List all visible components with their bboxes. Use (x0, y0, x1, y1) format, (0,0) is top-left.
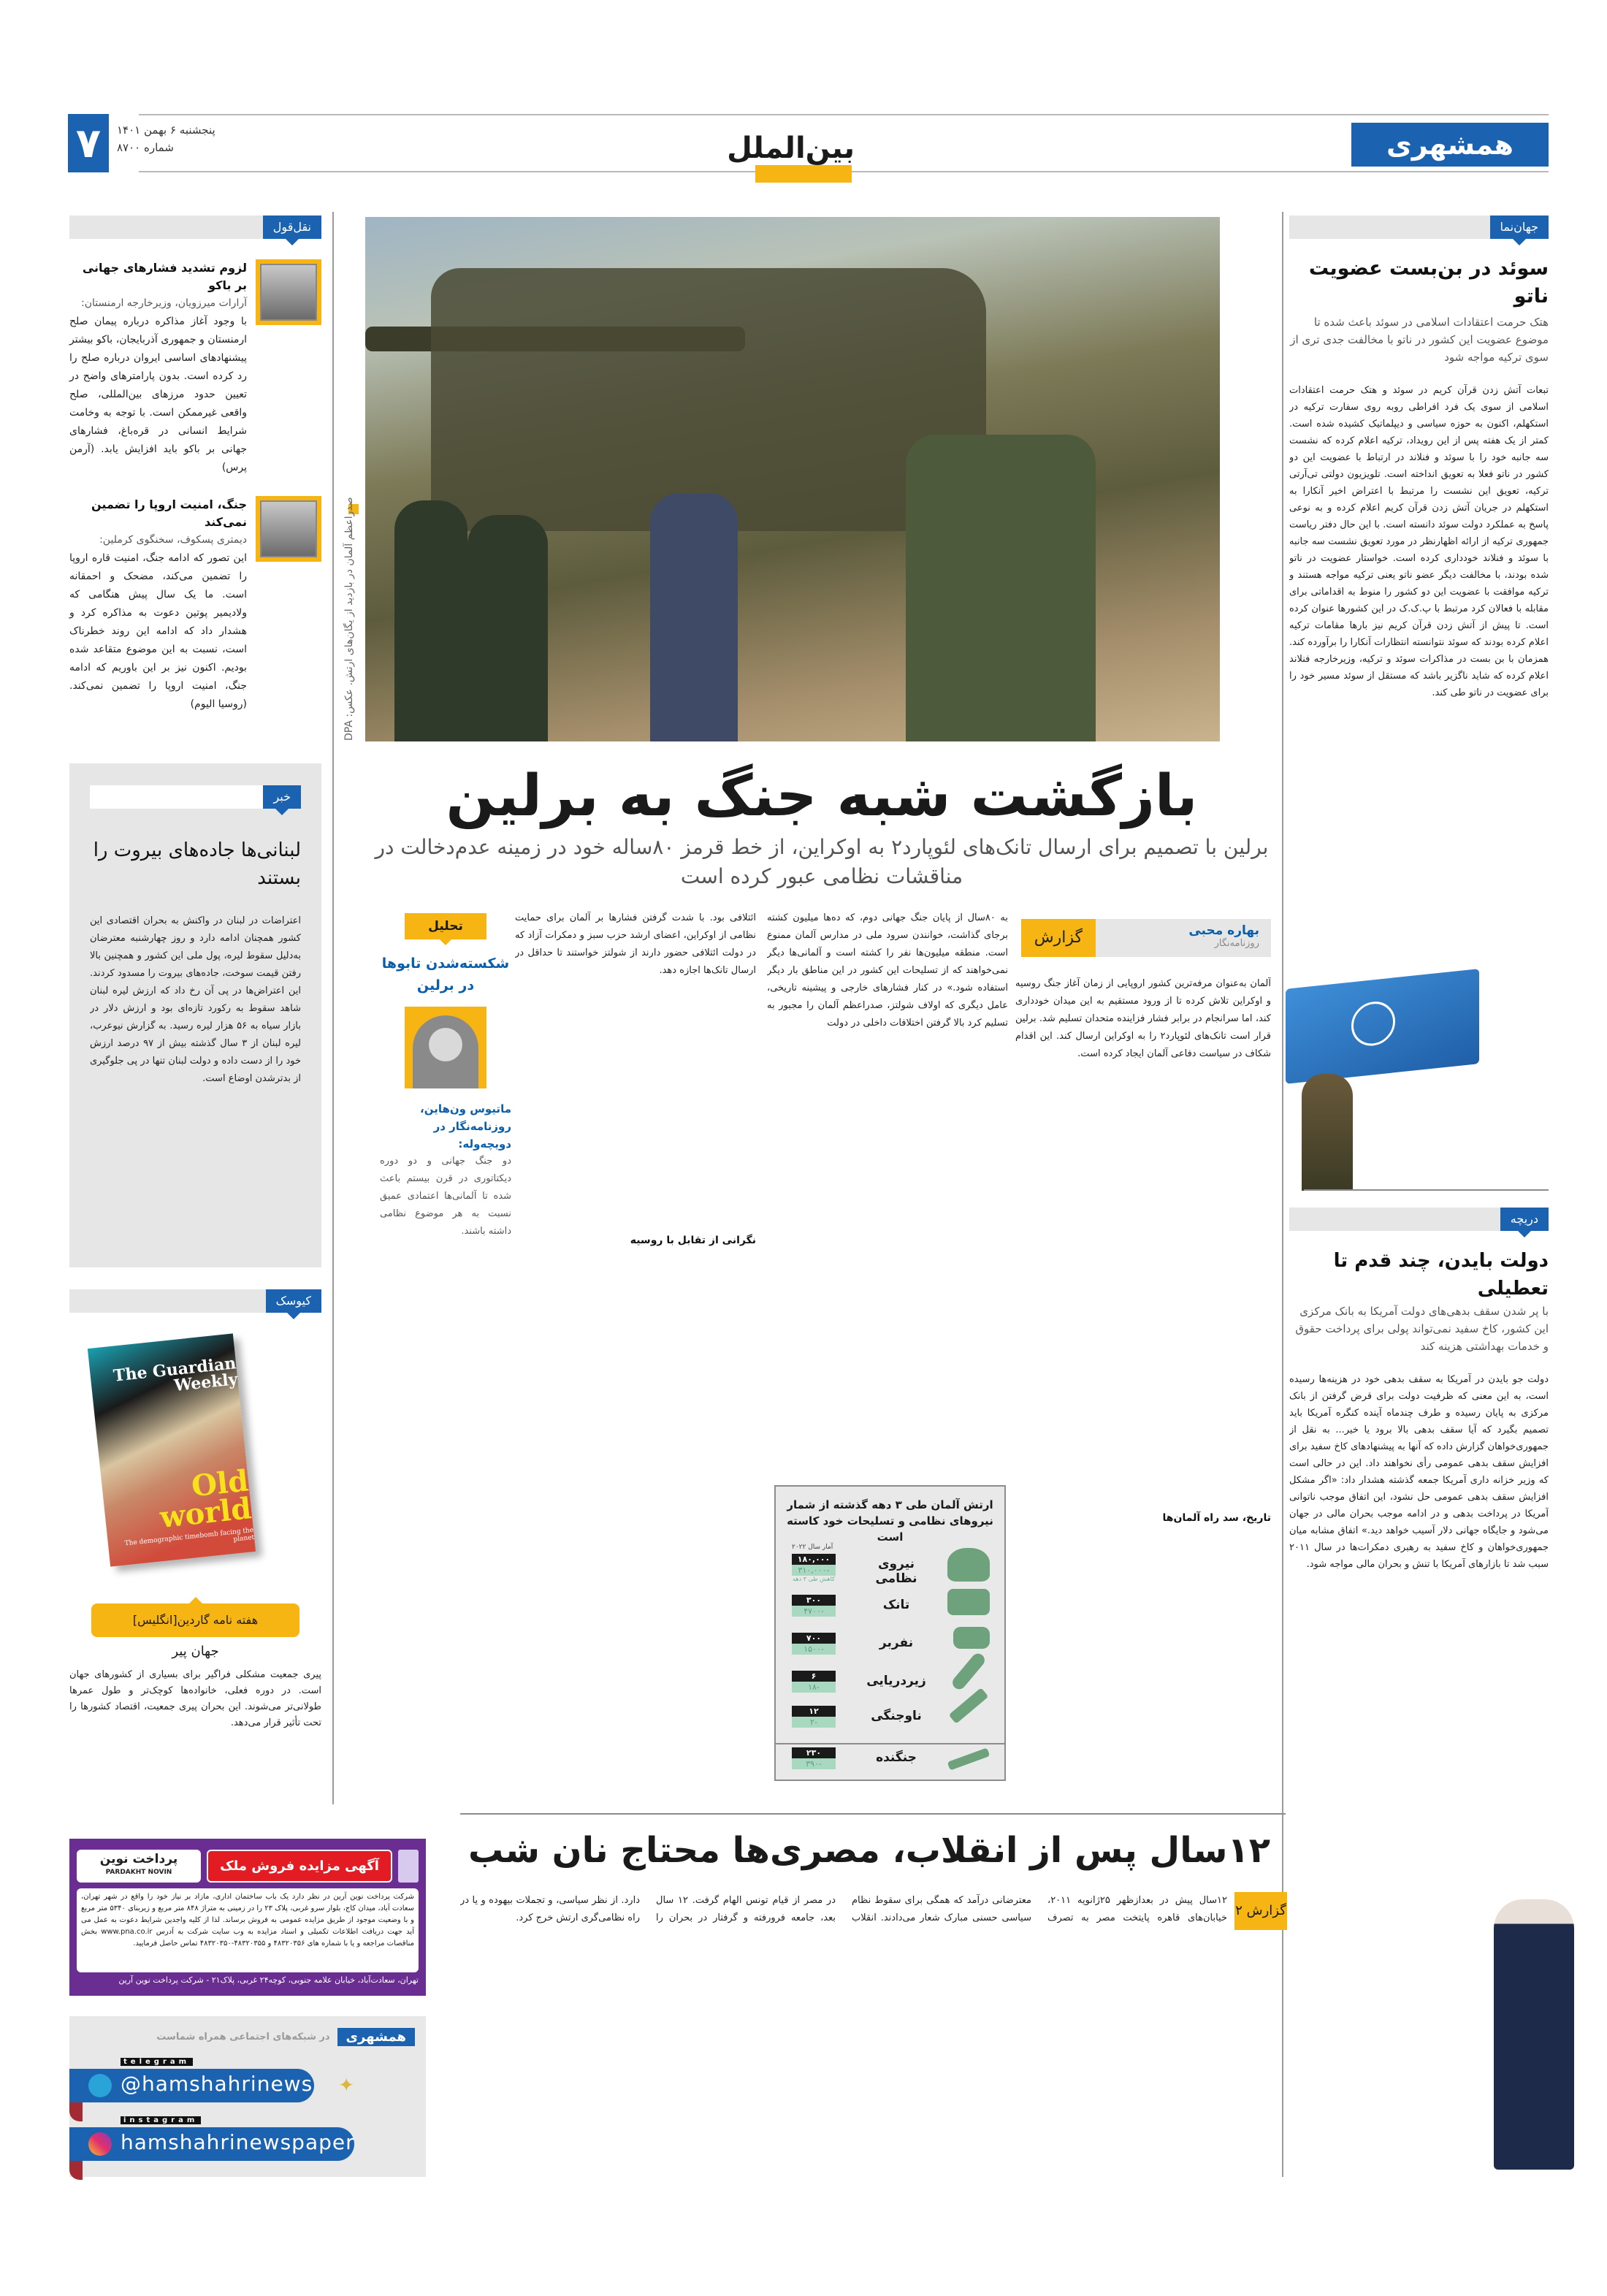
current-value: ۱۸۰,۰۰۰ (792, 1554, 836, 1565)
decrease-value: -۱۸ (792, 1682, 836, 1693)
section-highlight (755, 165, 852, 183)
quote-speaker: آرارات میرزویان، وزیرخارجه ارمنستان: (81, 297, 247, 309)
newspaper-logo[interactable]: همشهری (1351, 123, 1549, 167)
tank-icon (947, 1589, 990, 1615)
tab-quote (69, 216, 321, 239)
kiosk-publication-label: هفته نامه گاردین[انگلیس] (91, 1603, 299, 1637)
decrease-value: -۳۱۰,۰۰۰ (792, 1565, 836, 1576)
story2-top-rule (460, 1813, 1286, 1815)
current-value: ۶ (792, 1671, 836, 1682)
social-media-box (69, 2016, 426, 2177)
analysis-tag: تحلیل (405, 913, 486, 939)
network-label: telegram (121, 2058, 193, 2066)
author-name: بهاره محبی (1188, 923, 1259, 938)
kiosk-headline[interactable]: جهان پیر (172, 1644, 219, 1659)
telegram-handle: @hamshahrinews (121, 2072, 313, 2096)
news-headline[interactable]: لبنانی‌ها جاده‌های بیروت را بستند (93, 839, 301, 889)
decrease-value: -۱۵۰۰ (792, 1644, 836, 1655)
story2-body: ۱۲سال پیش در بعدازظهر ۲۵ژانویه ۲۰۱۱، خیابان‌های قاهره پایتخت مصر به تصرف معترضانی درآمد که همگی برای سقوط نظام سیاسی حسنی مبارک شعار می‌دادند. انقلاب در مصر از قیام تونس الهام گرفت. ۱۲ سال بعد، جامعه فرورفته و گرفتار در بحران را دارد. از نظر سیاسی، و تجملات بیهوده و یا در راه نظامی‌گری ارتش خرج کرد. (460, 1895, 1227, 1923)
ribbon-fold (69, 2102, 83, 2121)
tank-body (431, 268, 986, 531)
decrease-note: کاهش طی ۳ دهه (793, 1576, 835, 1582)
ad-body: شرکت پرداخت نوین آرین در نظر دارد یک باب ساختمان اداری، مازاد بر نیاز خود را واقع در شهر تهران، سعادت آباد، میدان کاج، بلوار سرو غربی، پلاک ۲۳ را در زمینی به متراژ ۸۴۸ متر مربع و زیربنای ۵۳۴۰ متر مربع و با وضعیت موجود از طریق مزایده عمومی به فروش برساند. لذا از کلیه واجدین شرایط دعوت به عمل می آید جهت دریافت اطلاعات تکمیلی و اسناد مزایده به وب سایت شرکت به آدرس www.pna.co.ir بخش مناقصات مراجعه و یا با شماره های ۴۸۳۲۰۳۵۶ و ۴۸۳۲۰۳۵۵-۴۸۳۲۰۳۵۰ تماس حاصل فرمایید. (77, 1888, 419, 1972)
portrait-peskov (256, 496, 321, 562)
decrease-value: -۳۹۰ (792, 1758, 836, 1769)
story-body: تبعات آتش زدن قرآن کریم در سوئد و هتک حرمت اعتقادات اسلامی از سوی یک فرد افراطی روبه روی سفارت ترکیه در استکهلم، اکنون به حوزه سیاسی و دیپلماتیک کشیده شده است. کمتر از یک هفته پس از این رویداد، ترکیه اعلام کرده که نشست سه جانبه خود را با سوئد و فنلاند در ارتباط با عضویت این دو کشور در ناتو فعلا به تعویق انداخته است. تلویزیون دولتی تی‌آرتی ترکیه، تعویق این نشست را مرتبط با اعتراض اخیر آنکارا به استکهلم در جریان آتش زدن قرآن کریم اعلام کرده و به نوعی پاسخ به عملکرد دولت سوئد دانسته است. با این حال دفتر ریاست جمهوری ترکیه از ارائه اظهارنظر در مورد تعویق نشست سه جانبه با سوئد و فنلاند خودداری کرده است. خواستار عضویت در ناتو شده بودند، با مخالفت دیگر عضو ناتو یعنی ترکیه مواجه هستند و ترکیه موافقت با عضویت این دو کشور را منوط به اقداماتی برای مقابله با فعالان کرد مرتبط با پ.ک.ک در این کشورها عنوان کرده است. تا پیش از آتش زدن قرآن کریم نیز بارها مقامات ترکیه اعلام کرده بودند که سوئد نتوانسته انتظارات آنکارا را برآورده کند. همزمان با بن بست در مذاکرات سوئد و ترکیه، وزیرخارجه فنلاند اعلام کرده که شاید ناگزیر باشد که مستقل از سوئد مسیر خود را برای عضویت در ناتو طی کند. (1289, 385, 1549, 698)
analysis-text: دو جنگ جهانی و دو دوره دیکتاتوری در قرن بیستم باعث شده تا آلمانی‌ها اعتمادی عمیق نسبت به هر موضوع نظامی داشته باشند. (380, 1156, 511, 1237)
pardakht-novin-logo: پرداخت نوین PARDAKHT NOVIN (77, 1850, 201, 1883)
decrease-value: -۴۷۰۰ (792, 1606, 836, 1617)
tab-label[interactable]: دریچه (1500, 1208, 1549, 1231)
main-headline[interactable]: بازگشت شبه جنگ به برلین (446, 763, 1198, 829)
issue-date: پنجشنبه ۶ بهمن ۱۴۰۱ (117, 123, 215, 137)
tab-dariche (1289, 1208, 1549, 1231)
instagram-link[interactable] (69, 2116, 355, 2161)
ad-title: آگهی مزایده فروش ملک (207, 1850, 392, 1883)
story-headline[interactable]: سوئد در بن‌بست عضویت ناتو (1308, 257, 1549, 308)
quote-item (69, 496, 321, 714)
kiosk-section (69, 1289, 321, 1313)
issue-number: شماره ۸۷۰۰ (117, 141, 174, 154)
fighter-jet-icon (947, 1747, 990, 1770)
ribbon-fold (69, 2161, 83, 2180)
right-column-divider (1282, 212, 1283, 2177)
tab-label[interactable]: کیوسک (266, 1289, 321, 1313)
guardian-weekly-cover[interactable] (88, 1333, 256, 1566)
current-value: ۱۲ (792, 1706, 836, 1717)
stat-year-note: آمار سال ۲۰۲۲ (792, 1544, 833, 1551)
row-label: جنگنده (876, 1750, 917, 1765)
social-logo: همشهری (337, 2028, 415, 2046)
header-top-rule (139, 114, 1549, 115)
cover-title: Old world (158, 1463, 253, 1536)
soldier-figure (467, 515, 548, 741)
social-header (156, 2028, 415, 2046)
telegram-link[interactable] (69, 2058, 314, 2102)
tab-jahan-nama (1289, 216, 1549, 239)
story2-headline[interactable]: ۱۲سال پس از انقلاب، مصری‌ها محتاج نان شب (467, 1830, 1271, 1871)
news-box (69, 763, 321, 1267)
portrait-mirzoyan (256, 259, 321, 325)
infographic-row-fighter (774, 1744, 1006, 1781)
apc-icon (953, 1627, 990, 1649)
helmet-icon (947, 1548, 990, 1582)
window-body: دولت جو بایدن در آمریکا به سقف بدهی خود در هزینه‌ها رسیده است، به این معنی که ظرفیت دولت برای قرض گرفتن از بانک مرکزی به پایان رسیده و طرف چندماه آینده کنگره آمریکا باید تصمیم بگیرد که آیا سقف بدهی بالا برود یا خیر... به نقل از جمهوری‌خواهان گزارش داده که آنها به پیشنهادهای کاخ سفید برای افزایش سقف بدهی عمومی رأی نخواهند داد. این در حالی است که وزیر خزانه داری آمریکا جمعه گذشته هشدار داد: «اگر مشکل افزایش سقف بدهی عمومی حل نشود، این اتفاق موجب ناتوانی آمریکا در پرداخت بدهی و در ادامه موجب بحران مالی در جهان می‌شود و جایگاه جهانی دلار آسیب خواهد دید.» اتفاق مشابه میان جمهوری‌خواهان و کاخ سفید به رهبری دمکرات‌ها در سال ۲۰۱۱ سبب شد تا بازارهای آمریکا با تنش و بحران مالی مواجه شود. (1289, 1374, 1549, 1570)
main-subhead: برلین با تصمیم برای ارسال تانک‌های لئوپارد۲ به اوکراین، از خط قرمز ۸۰ساله خود در زمینه عدم‌دخالت در مناقشات نظامی عبور کرده است (375, 835, 1269, 888)
window-headline[interactable]: دولت بایدن، چند قدم تا تعطیلی (1333, 1250, 1549, 1300)
cover-subtitle: The demographic timebomb facing the planet (124, 1526, 255, 1548)
left-column (69, 216, 321, 714)
report-byline (1023, 919, 1271, 957)
section-title-text: بین‌الملل (727, 131, 855, 165)
analysis-box (380, 913, 511, 1664)
page-number: ۷ (68, 114, 109, 172)
quote-item (69, 259, 321, 477)
quote-headline[interactable]: جنگ، امنیت اروپا را تضمین نمی‌کند (91, 497, 247, 529)
right-story-rule (1304, 1189, 1549, 1191)
current-value: ۲۳۰ (792, 1747, 836, 1758)
issue-info (117, 121, 215, 156)
telegram-icon (88, 2074, 112, 2097)
soldier-figure (394, 500, 467, 741)
cover-masthead: The Guardian Weekly (112, 1354, 239, 1396)
subsection-heading: تاریخ، سد راه آلمان‌ها (1162, 1512, 1271, 1524)
infographic-title: ارتش آلمان طی ۳ دهه گذشته از شمار نیروهای نظامی و تسلیحات خود کاسته است (787, 1498, 993, 1544)
tab-label[interactable]: نقل‌قول (263, 216, 321, 239)
nato-compass-icon (1351, 999, 1395, 1048)
building-icon (398, 1850, 419, 1883)
quote-headline[interactable]: لزوم تشدید فشارهای جهانی بر باکو (82, 261, 247, 292)
quote-text: این تصور که ادامه جنگ، امنیت قاره اروپا را تضمین می‌کند، مضحک و احمقانه است. ما یک سال پیش هنگامی که ولادیمیر پوتین دعوت به مذاکره کرد و هشدار داد که ادامه این روند خطرناک است، نسبت به این موضوع متقاعد شده بودیم. اکنون نیز بر این باوریم که ادامه جنگ، امنیت اروپا را تضمین نمی‌کند. (روسیا الیوم) (69, 552, 247, 710)
analysis-author-photo (405, 1007, 486, 1088)
tab-label[interactable]: جهان‌نما (1490, 216, 1549, 239)
current-value: ۳۰۰ (792, 1595, 836, 1606)
author (1096, 919, 1271, 957)
author-role: روزنامه‌نگار (1214, 938, 1259, 949)
decrease-value: -۲ (792, 1717, 836, 1728)
report-label: گزارش (1021, 919, 1096, 957)
biden-photo (1494, 1899, 1574, 2170)
analysis-author: ماتیوس ون‌هاین، روزنامه‌نگار در دویچه‌وله: (420, 1102, 511, 1151)
quote-text: با وجود آغاز مذاکره درباره پیمان صلح ارمنستان و جمهوری آذربایجان، باکو بیشتر پیشنهادهای اساسی ایروان درباره صلح را رد کرده است. بدون پارامترهای واضح در تعیین حدود مرزهای بین‌المللی، صلح واقعی غیرممکن است. با توجه به وخامت شرایط انسانی در قره‌باغ، فشارهای جهانی بر باکو باید افزایش یابد. (آرمن پرس) (69, 316, 247, 473)
instagram-handle: hamshahrinewspaper (121, 2130, 355, 2154)
main-body-col3: ائتلافی بود. با شدت گرفتن فشارها بر آلمان برای حمایت نظامی از اوکراین، اعضای ارشد حزب سبز و دمکرات آزاد که در دولت ائتلافی حضور دارند از شولتز خواستند تا حداقل در ارسال تانک‌ها اجازه دهد. (515, 912, 756, 976)
section-title (727, 131, 855, 183)
infographic-row (776, 1706, 1004, 1742)
chancellor-figure (650, 493, 738, 741)
soldier-figure (906, 435, 1096, 741)
main-body-col2: به ۸۰سال از پایان جنگ جهانی دوم، که ده‌ها میلیون کشته برجای گذاشت، خوانندن سرود ملی در مدارس آلمان ممنوع است. منطقه میلیون‌ها نفر را کشته است و آلمانی‌ها دیگر نمی‌خواهند که از تسلیحات این کشور در این مناطق بار دیگر استفاده شود.» در کنار فشارهای خارجی و پیشینه تاریخی، عامل دیگری که اولاف شولتز، صدراعظم آلمان را مجبور به تسلیم کرد بالا گرفتن اختلافات داخلی در دولت (767, 912, 1008, 1029)
news-body: اعتراضات در لبنان در واکنش به بحران اقتصادی این کشور همچنان ادامه دارد و روز چهارشنبه معترضان به‌دلیل سقوط لیره، پول ملی این کشور و همچنین بالا رفتن قیمت سوخت، جاده‌های بیروت را مسدود کردند. این اعتراض‌ها در پی آن رخ داد که ارزش لیره لبنان شاهد سقوط به رکورد تازه‌ای بود و ارزش دلار در بازار سیاه به ۵۶ هزار لیره رسید. به گزارش نیوعرب، لیره لبنان از ۳ سال گذشته بیش از ۹۷ درصد ارزش خود را از دست داده و دولت لبنان تنها در پی جلوگیری از بدترشدن اوضاع است. (90, 915, 301, 1084)
photo-caption: صدراعظم آلمان در بازدید از یگان‌های ارتش. عکس: DPA (343, 497, 355, 741)
ad-property-auction[interactable] (69, 1839, 426, 1996)
analysis-title[interactable]: شکسته‌شدن تابوها در برلین (381, 956, 510, 993)
cursor-click-icon: ✦ (338, 2075, 354, 2097)
current-value: ۷۰۰ (792, 1633, 836, 1644)
row-label: تانک (882, 1598, 910, 1612)
infographic-german-army (774, 1485, 1006, 1744)
infographic-row (776, 1554, 1004, 1590)
story2-report-tag: گزارش ۲ (1234, 1892, 1287, 1930)
ad-header (77, 1850, 419, 1883)
tab-label[interactable]: خبر (263, 785, 301, 809)
infographic-row (776, 1595, 1004, 1631)
left-column-divider (332, 212, 334, 1804)
window-lead: با پر شدن سقف بدهی‌های دولت آمریکا به بانک مرکزی این کشور، کاخ سفید نمی‌تواند پولی برای پرداخت حقوق و خدمات بهداشتی هزینه کند (1295, 1305, 1549, 1353)
main-photo-scholz-tank (365, 217, 1220, 741)
main-body-col1: آلمان به‌عنوان مرفه‌ترین کشور اروپایی از زمان آغاز جنگ روسیه و اوکراین تلاش کرده تا از ورود مستقیم به این میدان خودداری کند، اما سرانجام در برابر فشار فزاینده متحدان تسلیم شد. برلین قرار است تانک‌های لئوپارد۲ را به اوکراین ارسال کند. این اقدام شکاف در سیاست دفاعی آلمان ایجاد کرده است. (1015, 978, 1271, 1059)
kiosk-body: پیری جمعیت مشکلی فراگیر برای بسیاری از کشورهای جهان است. در دوره فعلی، خانواده‌ها کوچک‌تر و طول عمرها طولانی‌تر می‌شوند. این بحران پیری جمعیت، اقتصاد کشورها را تحت تأثیر قرار می‌دهد. (69, 1669, 321, 1728)
instagram-icon (88, 2132, 112, 2156)
row-label: ناوجنگی (871, 1709, 922, 1723)
social-tagline: در شبکه‌های اجتماعی همراه شماست (156, 2032, 330, 2043)
nato-flag-image (1286, 969, 1479, 1084)
row-label: زیردریایی (866, 1674, 926, 1688)
soldier-image (1302, 1074, 1353, 1191)
row-label: نیروی نظامی (875, 1557, 917, 1586)
tab-news (90, 785, 301, 809)
right-column (1289, 216, 1549, 988)
row-label: نفربر (879, 1636, 914, 1650)
subsection-heading: نگرانی از تقابل با روسیه (630, 1235, 756, 1246)
ad-address: تهران، سعادت‌آباد، خیابان علامه جنوبی، کوچه۲۴ غربی، پلاک۲۱ - شرکت پرداخت نوین آرین (118, 1975, 419, 1985)
tab-kiosk (69, 1289, 321, 1313)
story-lead: هتک حرمت اعتقادات اسلامی در سوئد باعث شده تا موضوع عضویت این کشور در ناتو با مخالفت جدی تری از سوی ترکیه مواجه شود (1290, 316, 1549, 364)
infographic-row (776, 1747, 1004, 1784)
network-label: instagram (121, 2116, 201, 2124)
quote-speaker: دیمتری پسکوف، سخنگوی کرملین: (99, 534, 247, 546)
